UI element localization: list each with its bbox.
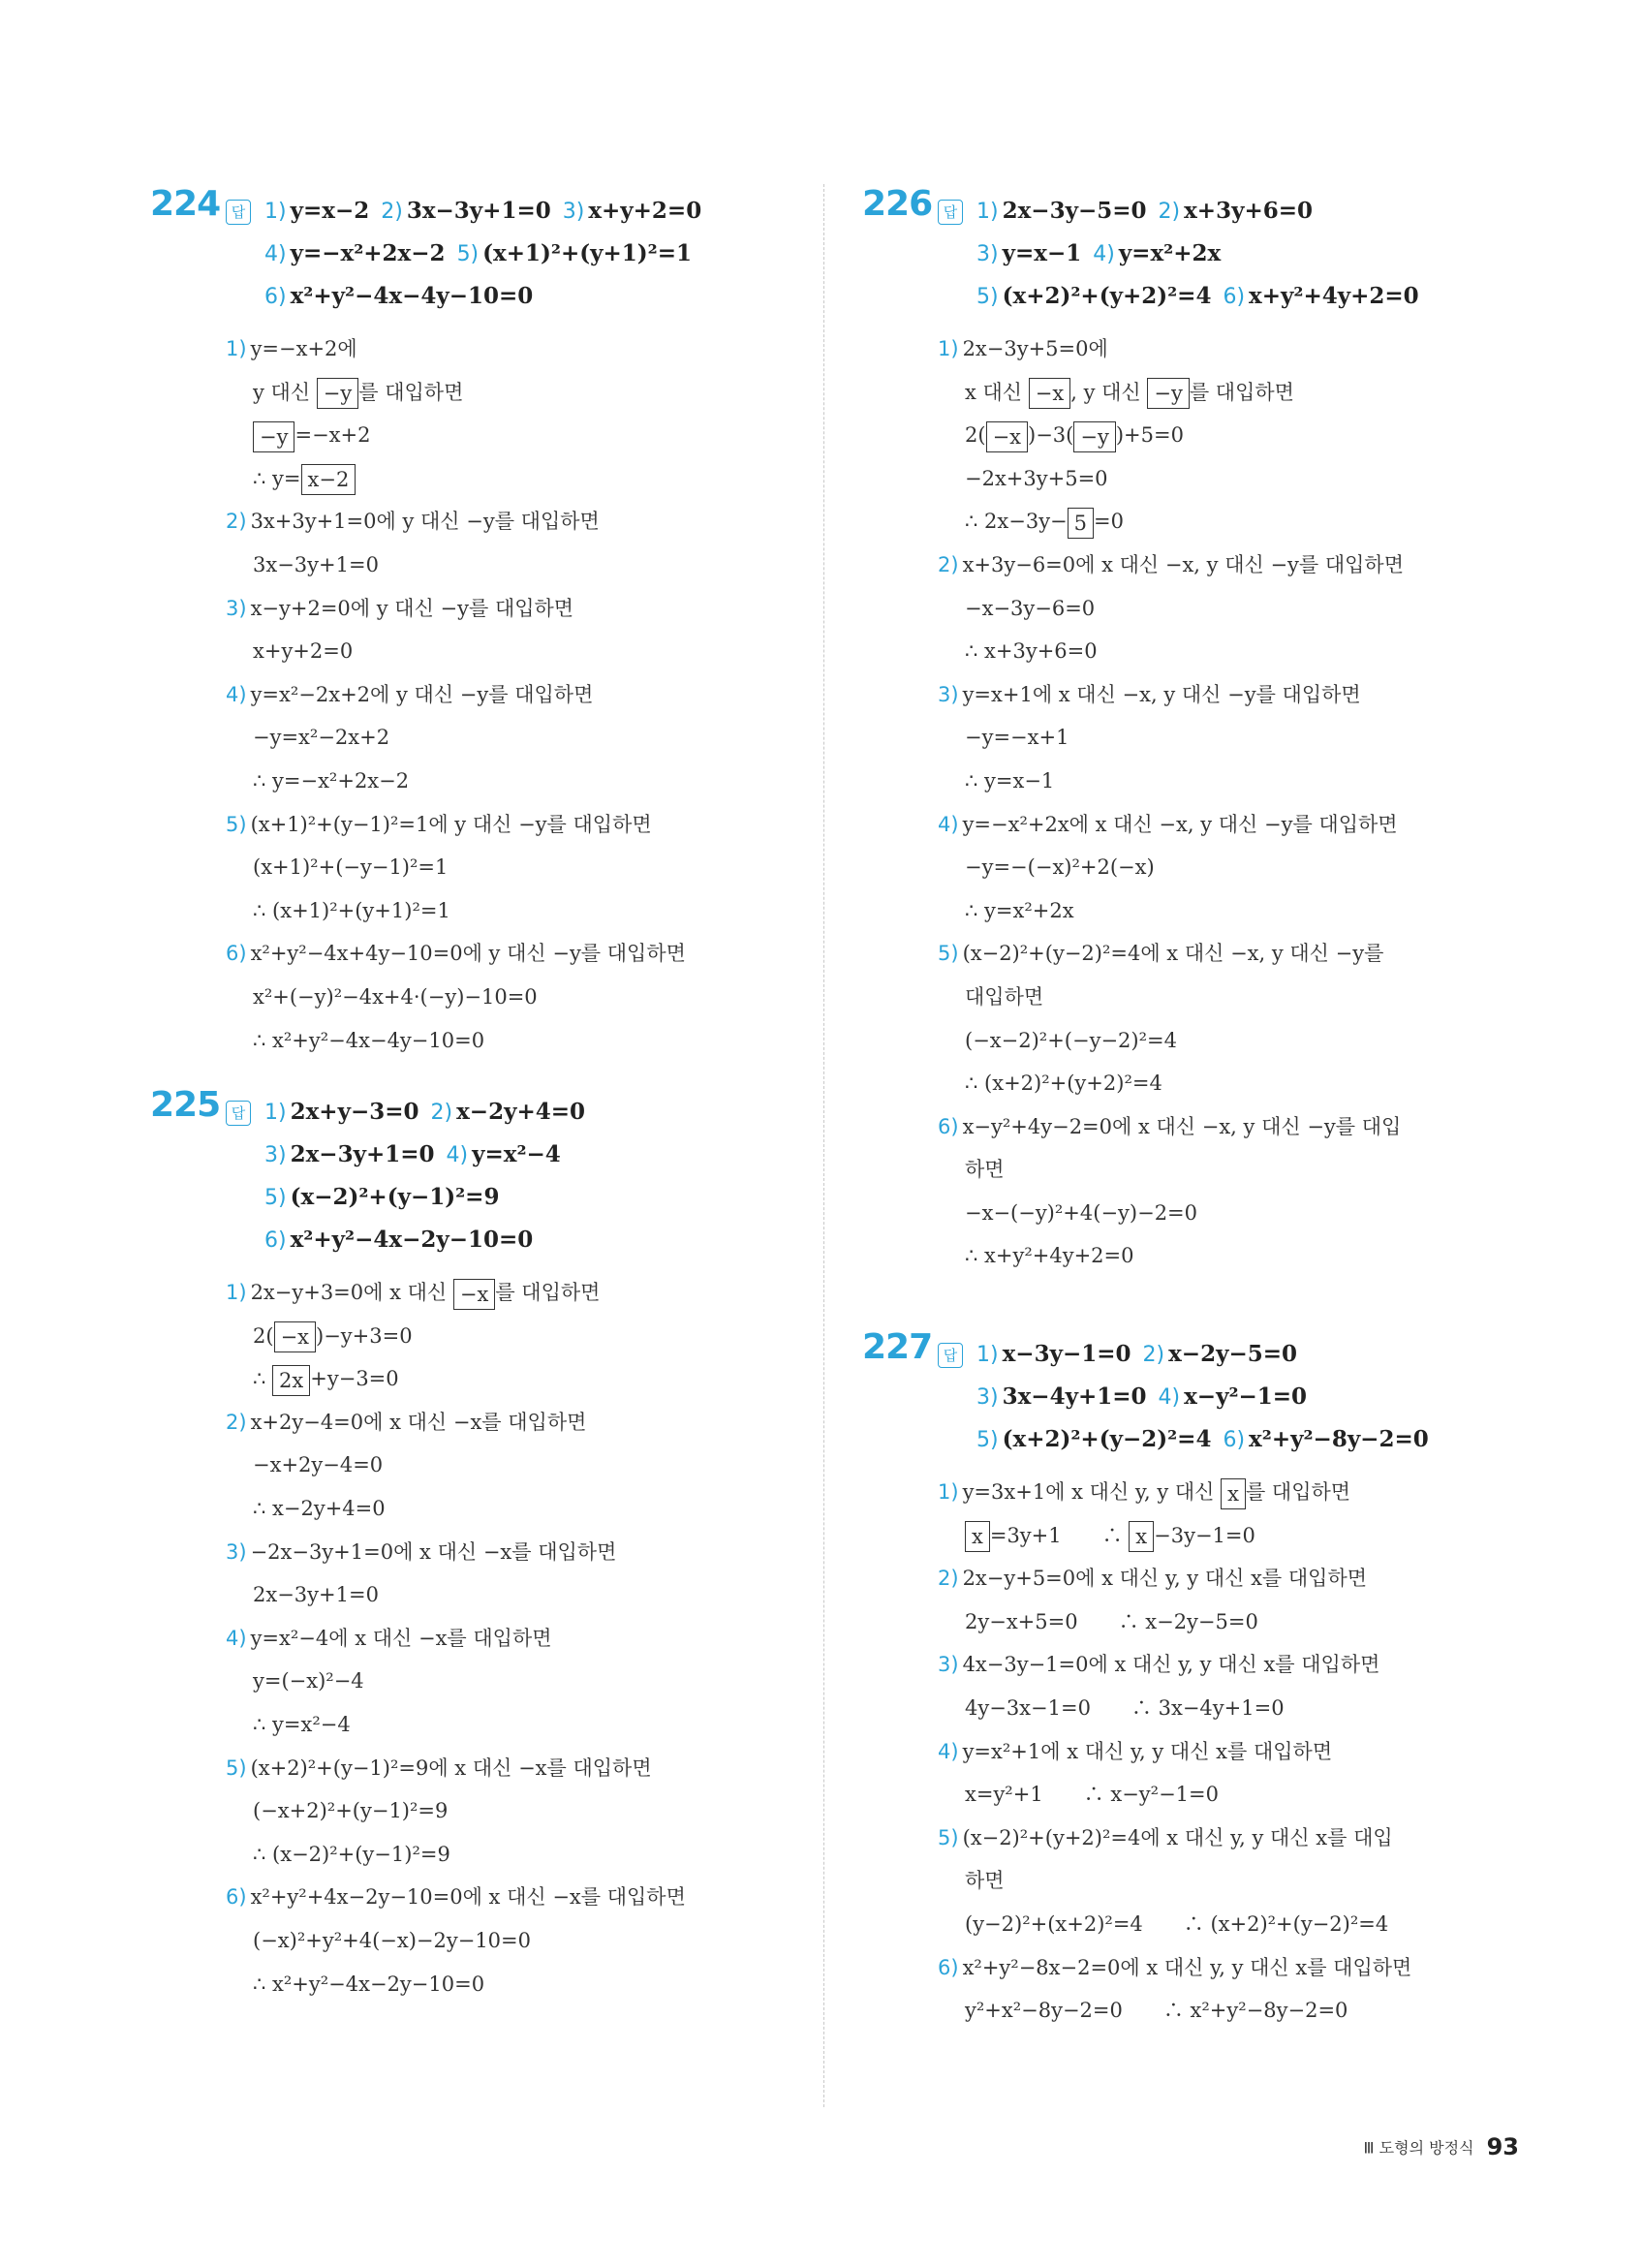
step-index: 4) (938, 812, 959, 836)
step-text: −3y−1=0 (1154, 1523, 1255, 1547)
step-text: 하면 (965, 1158, 1005, 1182)
solution-line (938, 976, 1511, 1019)
step-index: 5) (226, 812, 247, 836)
answer-tag: 답 (938, 1343, 963, 1368)
solution-line (226, 716, 799, 760)
answer-box: −y (253, 421, 294, 452)
step-text: 2y−x+5=0 ∴ x−2y−5=0 (965, 1609, 1258, 1633)
solution-line (226, 673, 799, 717)
problem-224 (150, 184, 799, 1091)
problem-227 (862, 1327, 1511, 2033)
answer-block (976, 1333, 1511, 1461)
step-text: x=y²+1 ∴ x−y²−1=0 (965, 1783, 1219, 1807)
answer-index: 2) (1142, 1343, 1165, 1367)
step-text: (x+1)²+(y−1)²=1에 y 대신 −y를 대입하면 (250, 812, 652, 836)
step-text: (x−2)²+(y−2)²=4에 x 대신 −x, y 대신 −y를 (962, 942, 1384, 966)
step-text: (−x)²+y²+4(−x)−2y−10=0 (253, 1928, 531, 1952)
problem-226 (862, 184, 1511, 1333)
answer-text: (x+1)²+(y+1)²=1 (482, 240, 693, 266)
answer-line (264, 190, 799, 233)
answer-tag: 답 (226, 1101, 251, 1126)
answer-block (264, 1091, 799, 1261)
solution-line (938, 1234, 1511, 1278)
solution-line (938, 1600, 1511, 1644)
page-footer (1345, 2133, 1519, 2160)
step-text: (−x−2)²+(−y−2)²=4 (965, 1028, 1177, 1052)
step-text: 2x−y+5=0에 x 대신 y, y 대신 x를 대입하면 (962, 1567, 1368, 1591)
step-text: 를 대입하면 (495, 1281, 601, 1304)
solution-line (226, 889, 799, 933)
step-text: ∴ x+3y+6=0 (965, 639, 1098, 664)
page-number: 93 (1486, 2133, 1519, 2160)
solution-line (226, 1271, 799, 1315)
answer-index: 3) (976, 1385, 999, 1410)
answer-line (976, 1418, 1511, 1461)
solution-line (226, 976, 799, 1019)
solution-line (938, 457, 1511, 501)
step-index: 2) (938, 552, 959, 576)
solution-line (938, 1557, 1511, 1600)
solution-line (226, 1876, 799, 1919)
step-text: )−3( (1028, 423, 1074, 448)
answer-box: −x (453, 1279, 495, 1310)
step-text: 2x−y+3=0에 x 대신 (250, 1281, 453, 1304)
answer-text: x−3y−1=0 (1002, 1341, 1131, 1367)
left-column (150, 184, 799, 2005)
step-text: 3x−3y+1=0 (253, 552, 379, 576)
solution-line (226, 1401, 799, 1445)
solution-line (938, 716, 1511, 760)
answer-box: −x (1029, 378, 1070, 409)
solution-line (938, 1817, 1511, 1860)
answer-box: −y (317, 378, 358, 409)
solution-line (938, 1730, 1511, 1774)
step-text: x 대신 (965, 380, 1029, 404)
step-text: ∴ y= (253, 466, 301, 490)
step-text: (y−2)²+(x+2)²=4 ∴ (x+2)²+(y−2)²=4 (965, 1911, 1389, 1936)
step-text: ∴ 2x−3y− (965, 510, 1068, 534)
answer-box: 5 (1068, 508, 1094, 539)
solution-line (226, 803, 799, 847)
solution-line (226, 457, 799, 501)
solution-line (938, 1514, 1511, 1558)
answer-line (976, 1333, 1511, 1376)
solution-steps (226, 1271, 799, 2005)
step-text: 대입하면 (965, 984, 1044, 1009)
solution-line (938, 1192, 1511, 1235)
answer-box: −x (986, 421, 1028, 452)
solution-line (938, 1062, 1511, 1105)
step-index: 4) (938, 1739, 959, 1763)
step-text: y=(−x)²−4 (253, 1669, 364, 1693)
answer-text: 2x+y−3=0 (290, 1099, 419, 1125)
solution-line (938, 889, 1511, 933)
step-index: 1) (226, 337, 247, 360)
step-text: −x−3y−6=0 (965, 596, 1096, 620)
right-column (862, 184, 1511, 2033)
step-text: =3y+1 ∴ (989, 1523, 1130, 1547)
problem-number: 227 (862, 1327, 933, 1367)
answer-box: x (1221, 1478, 1246, 1509)
step-text: 2( (253, 1323, 274, 1348)
step-text: −y=x²−2x+2 (253, 726, 390, 750)
answer-index: 3) (976, 242, 999, 266)
solution-line (938, 846, 1511, 889)
answer-index: 1) (264, 200, 287, 224)
answer-box: 2x (272, 1365, 310, 1396)
step-text: +y−3=0 (310, 1367, 399, 1391)
solution-line (226, 1487, 799, 1531)
step-text: y=x+1에 x 대신 −x, y 대신 −y를 대입하면 (962, 682, 1361, 706)
answer-text: 3x−4y+1=0 (1002, 1383, 1147, 1410)
solution-line (226, 760, 799, 803)
answer-box: −x (274, 1321, 316, 1352)
solution-steps (938, 1471, 1511, 2033)
answer-index: 5) (976, 1428, 999, 1452)
step-index: 3) (226, 596, 247, 620)
answer-index: 1) (976, 200, 999, 224)
solution-line (226, 1444, 799, 1487)
solution-line (938, 630, 1511, 673)
step-text: ∴ x+y²+4y+2=0 (965, 1244, 1134, 1268)
step-text: ∴ y=x²−4 (253, 1712, 351, 1736)
step-text: x²+(−y)²−4x+4·(−y)−10=0 (253, 984, 538, 1009)
step-text: ∴ (x+2)²+(y+2)²=4 (965, 1072, 1162, 1096)
step-text: x−y+2=0에 y 대신 −y를 대입하면 (250, 596, 574, 620)
answer-line (976, 233, 1511, 275)
solution-line (226, 1747, 799, 1790)
solution-line (226, 1315, 799, 1358)
step-text: ∴ x−2y+4=0 (253, 1496, 386, 1520)
step-text: , y 대신 (1070, 380, 1148, 404)
solution-line (226, 1019, 799, 1063)
answer-tag: 답 (226, 200, 251, 225)
step-index: 3) (226, 1539, 247, 1564)
problem-number: 226 (862, 184, 933, 224)
step-text: (x+2)²+(y−1)²=9에 x 대신 −x를 대입하면 (250, 1755, 652, 1780)
step-index: 4) (226, 682, 247, 706)
solution-line (226, 1531, 799, 1574)
answer-index: 2) (430, 1101, 453, 1125)
answer-index: 3) (264, 1143, 287, 1167)
step-text: 를 대입하면 (1189, 380, 1294, 404)
answer-line (264, 1091, 799, 1134)
solution-line (226, 1789, 799, 1833)
step-text: 4x−3y−1=0에 x 대신 y, y 대신 x를 대입하면 (962, 1653, 1380, 1677)
solution-line (938, 1643, 1511, 1687)
step-index: 2) (226, 1410, 247, 1434)
step-text: ∴ (x−2)²+(y−1)²=9 (253, 1842, 450, 1866)
answer-text: x+y²+4y+2=0 (1249, 283, 1419, 309)
solution-line (938, 587, 1511, 631)
step-text: y=−x+2에 (250, 337, 357, 360)
step-text: ∴ x²+y²−4x−2y−10=0 (253, 1972, 485, 1996)
solution-line (226, 1963, 799, 2006)
step-index: 3) (938, 682, 959, 706)
answer-line (264, 1134, 799, 1176)
solution-line (938, 500, 1511, 544)
problem-number: 225 (150, 1085, 221, 1125)
step-index: 1) (938, 337, 959, 360)
step-text: y=3x+1에 x 대신 y, y 대신 (962, 1480, 1222, 1504)
answer-box: −y (1147, 378, 1189, 409)
step-text: )+5=0 (1115, 423, 1184, 448)
answer-index: 4) (1158, 1385, 1181, 1410)
step-index: 2) (226, 510, 247, 534)
solution-line (226, 1573, 799, 1617)
step-text: x+3y−6=0에 x 대신 −x, y 대신 −y를 대입하면 (962, 552, 1405, 576)
solution-line (226, 1919, 799, 1963)
answer-text: x²+y²−4x−4y−10=0 (290, 283, 534, 309)
problem-225 (150, 1085, 799, 2005)
step-text: x+y+2=0 (253, 639, 354, 664)
answer-index: 6) (1223, 1428, 1246, 1452)
solution-line (226, 500, 799, 544)
answer-line (264, 1176, 799, 1219)
answer-text: 2x−3y−5=0 (1002, 198, 1147, 224)
solution-line (226, 327, 799, 371)
solution-line (226, 1703, 799, 1747)
solution-line (938, 1471, 1511, 1514)
step-index: 5) (938, 1825, 959, 1849)
answer-index: 4) (446, 1143, 469, 1167)
step-index: 6) (226, 1885, 247, 1910)
step-index: 1) (226, 1281, 247, 1304)
step-text: −y=−x+1 (965, 726, 1069, 750)
step-text: =0 (1094, 510, 1124, 534)
solution-line (226, 846, 799, 889)
step-index: 6) (226, 942, 247, 966)
step-text: y=x²+1에 x 대신 y, y 대신 x를 대입하면 (962, 1739, 1333, 1763)
answer-text: x−y²−1=0 (1184, 1383, 1308, 1410)
step-index: 5) (938, 942, 959, 966)
answer-line (264, 1219, 799, 1261)
answer-text: 3x−3y+1=0 (406, 198, 551, 224)
step-text: ∴ y=x²+2x (965, 898, 1074, 922)
answer-text: (x−2)²+(y−1)²=9 (290, 1184, 500, 1210)
step-text: x²+y²+4x−2y−10=0에 x 대신 −x를 대입하면 (250, 1885, 686, 1910)
answer-line (976, 1376, 1511, 1418)
step-index: 6) (938, 1114, 959, 1138)
step-text: −x+2y−4=0 (253, 1453, 384, 1477)
step-text: 2x−3y+1=0 (253, 1583, 379, 1607)
step-index: 3) (938, 1653, 959, 1677)
answer-text: y=x−1 (1002, 240, 1082, 266)
solution-line (226, 1617, 799, 1661)
solution-line (938, 544, 1511, 587)
answer-text: y=x²+2x (1118, 240, 1222, 266)
step-text: −y=−(−x)²+2(−x) (965, 855, 1155, 880)
answer-block (264, 190, 799, 318)
answer-index: 2) (381, 200, 403, 224)
answer-block (976, 190, 1511, 318)
answer-line (264, 233, 799, 275)
column-divider (823, 184, 824, 2107)
step-text: 4y−3x−1=0 ∴ 3x−4y+1=0 (965, 1695, 1285, 1720)
step-text: 2x−3y+5=0에 (962, 337, 1108, 360)
step-index: 4) (226, 1626, 247, 1650)
answer-index: 2) (1158, 200, 1181, 224)
answer-index: 5) (264, 1186, 287, 1210)
solution-line (938, 1019, 1511, 1063)
solution-line (938, 1148, 1511, 1192)
answer-text: x²+y²−8y−2=0 (1249, 1426, 1429, 1452)
answer-line (264, 275, 799, 318)
answer-box: −y (1073, 421, 1115, 452)
solution-line (226, 630, 799, 673)
step-text: 2( (965, 423, 986, 448)
solution-line (938, 327, 1511, 371)
solution-line (938, 1859, 1511, 1903)
problem-number: 224 (150, 184, 221, 224)
step-text: y=x²−2x+2에 y 대신 −y를 대입하면 (250, 682, 594, 706)
solution-line (226, 414, 799, 457)
answer-box: x (1129, 1521, 1154, 1552)
solution-line (938, 1946, 1511, 1990)
step-text: )−y+3=0 (316, 1323, 413, 1348)
step-text: 를 대입하면 (358, 380, 464, 404)
step-text: (x+1)²+(−y−1)²=1 (253, 855, 449, 880)
solution-line (938, 1105, 1511, 1149)
step-text: ∴ (253, 1367, 273, 1391)
solution-line (226, 1660, 799, 1703)
answer-text: y=x²−4 (472, 1141, 561, 1167)
step-text: 하면 (965, 1869, 1005, 1893)
answer-index: 1) (264, 1101, 287, 1125)
answer-index: 4) (264, 242, 287, 266)
step-text: ∴ y=x−1 (965, 768, 1055, 792)
step-text: 를 대입하면 (1245, 1480, 1351, 1504)
answer-text: 2x−3y+1=0 (290, 1141, 435, 1167)
step-index: 2) (938, 1567, 959, 1591)
answer-index: 1) (976, 1343, 999, 1367)
solution-steps (938, 327, 1511, 1278)
answer-index: 3) (562, 200, 585, 224)
answer-text: (x+2)²+(y−2)²=4 (1002, 1426, 1212, 1452)
answer-text: x²+y²−4x−2y−10=0 (290, 1227, 534, 1253)
solution-line (938, 414, 1511, 457)
answer-index: 5) (456, 242, 480, 266)
section-title: Ⅲ 도형의 방정식 (1363, 2138, 1474, 2158)
answer-index: 5) (976, 285, 999, 309)
solution-line (938, 1773, 1511, 1817)
step-text: y 대신 (253, 380, 317, 404)
answer-index: 6) (264, 285, 287, 309)
solution-line (938, 803, 1511, 847)
step-text: ∴ x²+y²−4x−4y−10=0 (253, 1028, 485, 1052)
step-text: x²+y²−4x+4y−10=0에 y 대신 −y를 대입하면 (250, 942, 686, 966)
answer-text: y=x−2 (290, 198, 370, 224)
answer-text: x−2y+4=0 (456, 1099, 585, 1125)
answer-text: x+y+2=0 (588, 198, 702, 224)
step-text: (x−2)²+(y+2)²=4에 x 대신 y, y 대신 x를 대입 (962, 1825, 1393, 1849)
answer-index: 6) (264, 1228, 287, 1253)
step-text: ∴ (x+1)²+(y+1)²=1 (253, 898, 450, 922)
step-text: −x−(−y)²+4(−y)−2=0 (965, 1200, 1198, 1225)
answer-index: 4) (1093, 242, 1115, 266)
step-text: ∴ y=−x²+2x−2 (253, 768, 410, 792)
solution-line (226, 587, 799, 631)
step-text: =−x+2 (294, 423, 371, 448)
step-text: y=−x²+2x에 x 대신 −x, y 대신 −y를 대입하면 (962, 812, 1398, 836)
answer-text: x−2y−5=0 (1168, 1341, 1297, 1367)
solution-line (938, 1903, 1511, 1946)
step-text: y=x²−4에 x 대신 −x를 대입하면 (250, 1626, 552, 1650)
step-text: x+2y−4=0에 x 대신 −x를 대입하면 (250, 1410, 587, 1434)
step-text: x²+y²−8x−2=0에 x 대신 y, y 대신 x를 대입하면 (962, 1955, 1412, 1979)
solution-line (226, 1357, 799, 1401)
step-index: 1) (938, 1480, 959, 1504)
answer-line (976, 190, 1511, 233)
solution-steps (226, 327, 799, 1062)
step-text: x−y²+4y−2=0에 x 대신 −x, y 대신 −y를 대입 (962, 1114, 1402, 1138)
answer-text: x+3y+6=0 (1184, 198, 1313, 224)
solution-line (226, 544, 799, 587)
solution-line (938, 932, 1511, 976)
step-text: 3x+3y+1=0에 y 대신 −y를 대입하면 (250, 510, 600, 534)
answer-index: 6) (1223, 285, 1246, 309)
step-text: y²+x²−8y−2=0 ∴ x²+y²−8y−2=0 (965, 1999, 1348, 2023)
solution-line (938, 760, 1511, 803)
answer-box: x (965, 1521, 990, 1552)
solution-line (226, 371, 799, 415)
step-text: (−x+2)²+(y−1)²=9 (253, 1799, 449, 1823)
solution-line (938, 1989, 1511, 2033)
solution-line (938, 371, 1511, 415)
step-index: 6) (938, 1955, 959, 1979)
solution-line (226, 1833, 799, 1877)
solution-line (226, 932, 799, 976)
step-text: −2x−3y+1=0에 x 대신 −x를 대입하면 (250, 1539, 617, 1564)
answer-text: y=−x²+2x−2 (290, 240, 446, 266)
step-index: 5) (226, 1755, 247, 1780)
answer-text: (x+2)²+(y+2)²=4 (1002, 283, 1212, 309)
answer-line (976, 275, 1511, 318)
solution-line (938, 673, 1511, 717)
answer-box: x−2 (301, 464, 356, 495)
step-text: −2x+3y+5=0 (965, 466, 1108, 490)
answer-tag: 답 (938, 200, 963, 225)
solution-line (938, 1687, 1511, 1730)
